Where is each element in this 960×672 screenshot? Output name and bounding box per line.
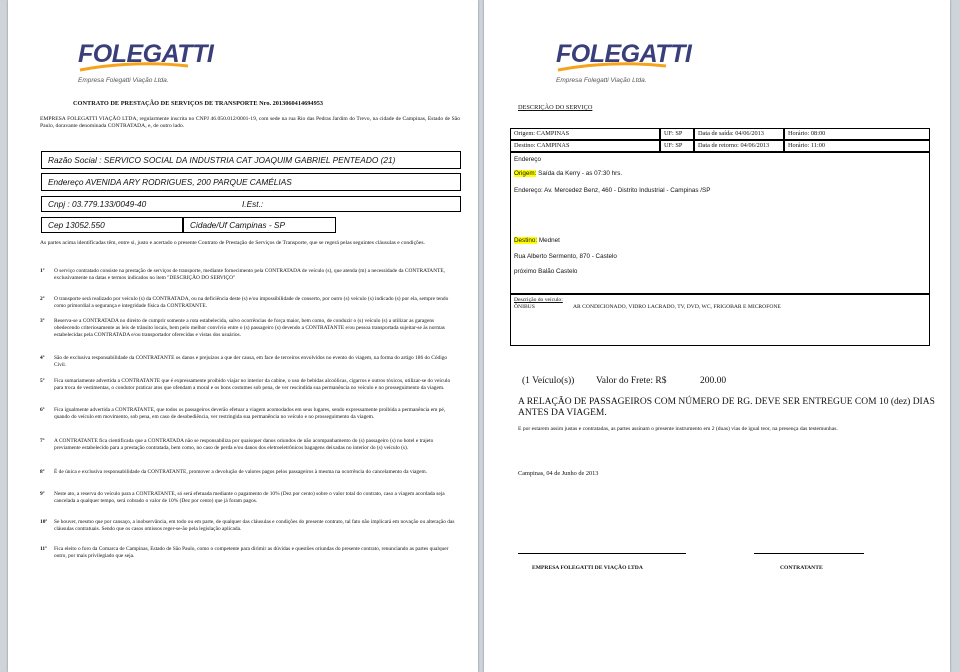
contract-preamble: As partes acima identificadas têm, entre si, justo e acertado o presente Contrato de Prestação de Serviços de Transporte, que se regerá pelas seguintes cláusulas e condições.	[40, 240, 425, 246]
endereco-origem-line: Endereço: Av. Mercedez Benz, 460 - Distrito Industrial - Campinas /SP	[514, 187, 711, 194]
clause-number: 9º	[40, 491, 45, 497]
clause-number: 2º	[40, 296, 45, 302]
clause-item	[40, 318, 458, 338]
clause-text: Fica sumariamente advertida a CONTRATANTE que é expressamente proibido viajar no interior da cabine, o uso de bebidas alcoólicas, cigarros e outros tóxicos, utilizar-se do veículo para troca de vestimentas, o condutor praticar atos que ofendam a moral e os bons costumes sob pena, de ver rescindida sua permanência no veículo e no prosseguimento da viagem.	[54, 378, 451, 391]
assinatura-contratante: CONTRATANTE	[780, 565, 823, 571]
cnpj-box	[41, 196, 461, 212]
endereco-box	[41, 173, 461, 191]
cidade-box	[183, 217, 336, 233]
clause-number: 3º	[40, 318, 45, 324]
signature-line-2	[754, 553, 864, 554]
clause-text: São de exclusiva responsabilidade da CONTRATANTE os danos e prejuízos a que der causa, em face de terceiros envolvidos no evento do viagem, na forma do artigo 186 do Código Civil.	[54, 355, 448, 368]
destino-line: Destino: Mednet	[514, 237, 560, 244]
origem-highlight: Origem:	[514, 170, 537, 177]
folegatti-logo-2: FOLEGATTI Empresa Folegatti Viação Ltda.	[556, 40, 692, 84]
assinatura-text: E por estarem assim justas e contratadas, as partes assinam o presente instrumento em 2 (duas) vias de igual teor, na presença das testemunhas.	[518, 426, 838, 432]
cep-field: Cep 13052.550	[48, 220, 105, 230]
clause-text: O serviço contratado consiste na prestação de serviços de transporte, mediante fornecimento pela CONTRATADA de veículo (s), que atenda (m) a necessidade da CONTRATANTE, exclusivamente na datas e termos indicados no item "DESCRIÇÃO DO SERVIÇO"	[54, 268, 446, 281]
uf-cell-1: UF: SP	[660, 128, 694, 140]
clause-text: É de única e exclusiva responsabilidade da CONTRATANTE, promover a devolução de valores pagos pelos passageiros à mesma na ocorrência do cancelamento da viagem.	[54, 469, 428, 475]
clause-item	[40, 519, 458, 533]
clause-item	[40, 469, 458, 476]
clause-number: 7º	[40, 438, 45, 444]
data-saida-cell: Data de saída: 04/06/2013	[694, 128, 784, 140]
cidade-field: Cidade/Uf Campinas - SP	[190, 220, 285, 230]
clause-number: 8º	[40, 469, 45, 475]
clause-text: O transporte será realizado por veículo (s) da CONTRATADA, ou na deficiência deste (s) e/ou impossibilidade de conserto, por outro (s) veículo (s) indicado (s) por ela, sempre tendo como primordial a segurança e integridade física da CONTRATANTE.	[54, 296, 449, 309]
horario-retorno-cell: Horário: 11:00	[784, 140, 930, 152]
valor-frete: 200.00	[700, 376, 727, 386]
origem-cell: Origem: CAMPINAS	[510, 128, 660, 140]
contract-page-2	[484, 0, 950, 672]
proximo-line: próximo Balão Castelo	[514, 268, 578, 275]
origem-line: Origem: Saída da Kerry - as 07:30 hrs.	[514, 170, 623, 177]
veiculo-box	[510, 294, 930, 346]
assinatura-empresa: EMPRESA FOLEGATTI DE VIAÇÃO LTDA	[532, 565, 643, 571]
cnpj-field: Cnpj : 03.779.133/0049-40	[48, 199, 147, 209]
clause-number: 6º	[40, 407, 45, 413]
clause-item	[40, 407, 458, 421]
clause-text: Fica eleito o foro da Comarca de Campinas, Estado de São Paulo, como o competente para dirimir as dúvidas e questões oriundas do presente contrato, renunciando as partes qualquer outro, por mais privilegiado que seja.	[54, 546, 449, 559]
endereco-label: Endereço	[514, 156, 541, 163]
logo-swoosh-icon	[78, 62, 190, 72]
clause-text: Fica igualmente advertida a CONTRATANTE, que todos os passageiros deverão efetuar a viagem acomodados em seus lugares, sendo expressamente proibida a permanência em pé, quando do veículo em movimento, sob pena, em caso de desobediência, ver restringida sua permanência no veículo e no prosseguimento da viagem.	[54, 407, 446, 420]
clause-item	[40, 296, 458, 310]
valor-label: Valor do Frete: R$	[596, 376, 667, 386]
iest-field: I.Est.:	[242, 199, 264, 209]
clause-item	[40, 438, 458, 452]
clause-item	[40, 268, 458, 282]
destino-cell: Destino: CAMPINAS	[510, 140, 660, 152]
qtd-veiculos: (1 Veículo(s))	[522, 376, 575, 386]
razao-social-box	[41, 151, 461, 169]
logo-swoosh-icon	[556, 62, 668, 72]
cep-box	[41, 217, 183, 233]
folegatti-logo: FOLEGATTI Empresa Folegatti Viação Ltda.	[78, 40, 214, 84]
uf-cell-2: UF: SP	[660, 140, 694, 152]
section-title: DESCRIÇÃO DO SERVIÇO	[518, 104, 593, 111]
veiculo-tipo: ÔNIBUS	[514, 304, 535, 310]
relacao-passageiros: A RELAÇÃO DE PASSAGEIROS COM NÚMERO DE RG. DEVE SER ENTREGUE COM 10 (dez) DIAS ANTES DA VIAGEM.	[518, 397, 935, 418]
clause-number: 10º	[40, 519, 48, 525]
razao-social-field: Razão Social : SERVICO SOCIAL DA INDUSTRIA CAT JOAQUIM GABRIEL PENTEADO (21)	[48, 155, 396, 165]
clause-text: Se houver, mesmo que por cansaço, a inobservância, em todo ou em parte, de qualquer das cláusulas e condições do presente contrato, tal fato não implicará em novação ou alteração das cláusulas contratuais. Sendo que os casos omissos reger-se-ão pela legislação aplicada.	[54, 519, 455, 532]
clause-number: 5º	[40, 378, 45, 384]
clause-item	[40, 491, 458, 505]
contract-page-1	[8, 0, 478, 672]
clause-item	[40, 355, 458, 369]
signature-line-1	[518, 553, 686, 554]
rua-line: Rua Alberto Sermento, 870 - Castelo	[514, 253, 617, 260]
endereco-field: Endereço AVENIDA ARY RODRIGUES, 200 PARQUE CAMÉLIAS	[48, 177, 292, 187]
clause-number: 1º	[40, 268, 45, 274]
clause-text: A CONTRATANTE fica cientificada que a CONTRATADA não se responsabiliza por quaisquer danos oriundos de não acompanhamento do (s) passageiro (s) no hotel e trajeto previamente estabelecido para a prestação contratada, bem como, no caso de perda e/ou danos dos eletroeletrônicos bagagens deixadas no interior do (s) veículo (s).	[54, 438, 434, 451]
endereco-description-box	[510, 152, 930, 294]
contract-intro: EMPRESA FOLEGATTI VIAÇÃO LTDA, regularmente inscrita no CNPJ 46.050.012/0001-19, com sede na rua Rio das Pedras Jardim do Trevo, na cidade de Campinas, Estado de São Paulo, doravante denominada CONTRATADA, e, de outro lado.	[40, 116, 460, 130]
local-data: Campinas, 04 de Junho de 2013	[518, 470, 599, 477]
clause-item	[40, 378, 458, 392]
desc-veiculo-label: Descrição do veículo:	[514, 297, 563, 303]
clause-text: Reserva-se a CONTRATADA no direito de cumprir somente a rota estabelecida, salvo ocorrências de força maior, bem como, de conduzir o (s) veículo (s) a utilizar as garagens obedecendo criteriosamente as leis de trânsito locais, bem pelo melhor convívio entre o (s) passageiro (s) devendo a CONTRATANTE e/ou pessoa transportada sujeitar-se às normas estabelecidas pela CONTRATADA e/ou transportador oferecidas e vistas dos usuários.	[54, 318, 445, 338]
destino-highlight: Destino:	[514, 237, 538, 244]
clause-text: Neste ato, a reserva do veículo para a CONTRATANTE, só será efetuada mediante o pagamento de 10% (Dez por cento) sobre o valor total do contrato, caso a viagem acordada seja cancelada a qualquer tempo, será cobrado o valor de 10% (Dez por cento) que já foram pagos.	[54, 491, 445, 504]
veiculo-itens: AR CONDICIONADO, VIDRO LACRADO, TV, DVD, WC, FRIGOBAR E MICROFONE	[573, 304, 781, 310]
clause-number: 4º	[40, 355, 45, 361]
horario-saida-cell: Horário: 08:00	[784, 128, 930, 140]
clause-item	[40, 546, 458, 560]
data-retorno-cell: Data de retorno: 04/06/2013	[694, 140, 784, 152]
contract-title: CONTRATO DE PRESTAÇÃO DE SERVIÇOS DE TRANSPORTE Nro. 2013060414694953	[73, 100, 324, 107]
clause-number: 11º	[40, 546, 47, 552]
